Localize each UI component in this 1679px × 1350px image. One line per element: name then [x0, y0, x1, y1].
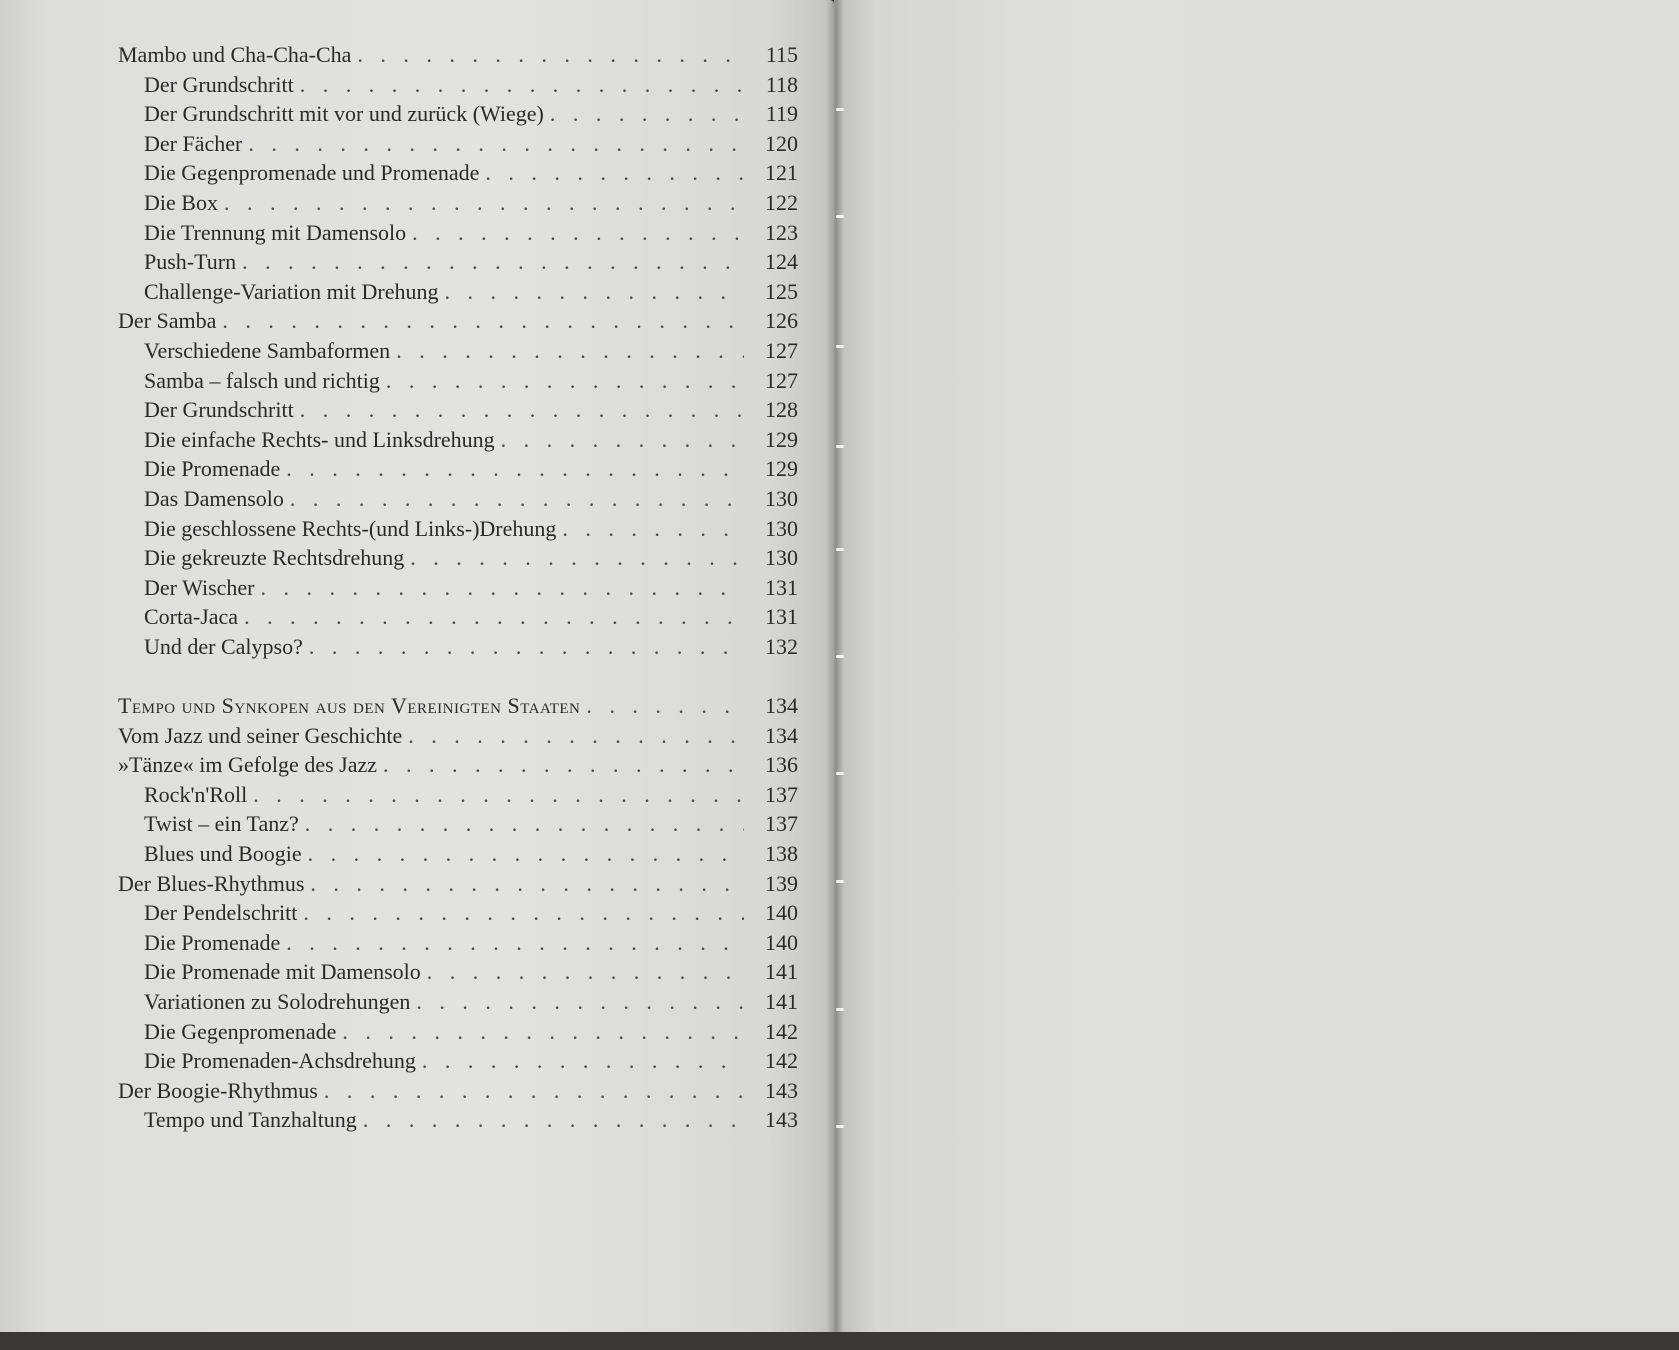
binding-stitch [836, 655, 844, 658]
toc-page-number: 130 [765, 515, 798, 541]
toc-entry-title: Die einfache Rechts- und Linksdrehung [144, 426, 495, 452]
toc-subentry [118, 602, 798, 632]
toc-subentry [118, 928, 798, 958]
binding-stitch [836, 1125, 844, 1128]
toc-subentry [118, 99, 798, 129]
toc-page-number: 122 [765, 189, 798, 215]
toc-entry-title: Der Samba [118, 308, 217, 334]
dot-leader [222, 306, 744, 336]
dot-leader [261, 573, 745, 603]
toc-subentry [118, 1046, 798, 1076]
dot-leader [342, 1017, 744, 1047]
toc-entry-title: Rock'n'Roll [144, 781, 248, 807]
toc-entry-title: Die Promenaden-Achsdrehung [144, 1048, 416, 1074]
toc-subentry [118, 247, 798, 277]
toc-entry [118, 306, 798, 336]
toc-subentry [118, 425, 798, 455]
dot-leader [408, 721, 744, 751]
toc-page-number: 141 [765, 989, 798, 1014]
toc-entry-title: Der Grundschritt [144, 71, 294, 97]
dot-leader [305, 809, 744, 839]
binding-stitch [836, 1008, 844, 1011]
toc-page-number: 118 [765, 71, 798, 97]
binding-stitch [836, 772, 844, 775]
toc-entry-title: Tempo und Tanzhaltung [144, 1107, 357, 1133]
toc-page-number: 142 [765, 1018, 798, 1044]
toc-subentry [118, 336, 798, 366]
toc-subentry [118, 809, 798, 839]
book-gutter [826, 0, 844, 1350]
toc-entry-title: Corta-Jaca [144, 604, 239, 630]
toc-entry-title: Challenge-Variation mit Drehung [144, 278, 439, 304]
toc-page-number: 121 [765, 160, 798, 186]
dot-leader [290, 484, 744, 514]
toc-page-number: 142 [765, 1048, 798, 1074]
dot-leader [253, 780, 744, 810]
toc-page-number: 115 [765, 42, 798, 67]
toc-page-number: 130 [765, 545, 798, 571]
toc-subentry [118, 543, 798, 573]
binding-stitch [836, 880, 844, 883]
toc-page-number: 127 [765, 367, 798, 393]
dot-leader [286, 928, 744, 958]
toc-entry [118, 40, 798, 70]
dot-leader [396, 336, 744, 366]
toc-page-number: 131 [765, 604, 798, 630]
toc-entry-title: Und der Calypso? [144, 633, 303, 659]
toc-entry-title: Der Grundschritt mit vor und zurück (Wiege) [144, 101, 544, 127]
dot-leader [427, 957, 744, 987]
toc-page-number: 123 [765, 219, 798, 245]
toc-subentry [118, 277, 798, 307]
toc-page-number: 125 [765, 278, 798, 304]
toc-entry-title: Twist – ein Tanz? [144, 811, 299, 837]
toc-section-heading [118, 691, 798, 721]
binding-stitch [836, 548, 844, 551]
toc-subentry [118, 957, 798, 987]
dot-leader [412, 218, 744, 248]
toc-page-number: 129 [765, 456, 798, 482]
dot-leader [303, 898, 744, 928]
toc-page-number: 119 [765, 101, 798, 127]
toc-entry-title: Die geschlossene Rechts-(und Links-)Drehung [144, 515, 557, 541]
left-toc-list [118, 40, 798, 1135]
dot-leader [300, 70, 744, 100]
toc-subentry [118, 1017, 798, 1047]
dot-leader [242, 247, 744, 277]
toc-page-number: 138 [765, 841, 798, 867]
toc-entry-title: Verschiedene Sambaformen [144, 337, 391, 363]
dot-leader [248, 129, 744, 159]
dot-leader [244, 602, 744, 632]
toc-page-number: 137 [765, 811, 798, 837]
toc-page-number: 137 [765, 781, 798, 807]
binding-stitch [836, 445, 844, 448]
toc-page-number: 120 [765, 130, 798, 156]
section-gap [118, 661, 798, 691]
toc-page-number: 127 [765, 337, 798, 363]
dot-leader [410, 543, 744, 573]
toc-entry-title: Mambo und Cha-Cha-Cha [118, 42, 352, 67]
toc-subentry [118, 129, 798, 159]
right-page [834, 0, 1679, 1350]
table-surface [0, 1332, 1679, 1350]
toc-page-number: 129 [765, 426, 798, 452]
dot-leader [586, 691, 744, 721]
toc-entry-title: Tempo und Synkopen aus den Vereinigten Staaten [118, 693, 581, 719]
dot-leader [562, 514, 744, 544]
toc-subentry [118, 454, 798, 484]
toc-subentry [118, 366, 798, 396]
toc-subentry [118, 188, 798, 218]
toc-subentry [118, 514, 798, 544]
toc-entry-title: Der Boogie-Rhythmus [118, 1077, 318, 1103]
dot-leader [422, 1046, 744, 1076]
dot-leader [383, 750, 744, 780]
toc-subentry [118, 218, 798, 248]
toc-page-number: 126 [765, 308, 798, 334]
toc-entry-title: Variationen zu Solodrehungen [144, 989, 411, 1014]
toc-entry-title: Die gekreuzte Rechtsdrehung [144, 545, 405, 571]
toc-entry-title: Die Gegenpromenade und Promenade [144, 160, 480, 186]
toc-page-number: 143 [765, 1107, 798, 1133]
toc-subentry [118, 839, 798, 869]
dot-leader [416, 987, 744, 1017]
toc-entry-title: Der Pendelschritt [144, 900, 298, 926]
toc-page-number: 136 [765, 752, 798, 778]
toc-subentry [118, 395, 798, 425]
toc-entry-title: Der Blues-Rhythmus [118, 870, 305, 896]
toc-page-number: 143 [765, 1077, 798, 1103]
dot-leader [386, 366, 744, 396]
dot-leader [501, 425, 744, 455]
dot-leader [444, 277, 744, 307]
toc-page-number: 134 [765, 693, 798, 719]
toc-entry-title: Die Promenade mit Damensolo [144, 959, 421, 985]
dot-leader [324, 1076, 744, 1106]
toc-page-number: 132 [765, 633, 798, 659]
binding-stitch [836, 215, 844, 218]
dot-leader [550, 99, 744, 129]
toc-entry-title: Blues und Boogie [144, 841, 302, 867]
dot-leader [300, 395, 744, 425]
left-page [0, 0, 834, 1350]
dot-leader [310, 869, 744, 899]
toc-subentry [118, 70, 798, 100]
dot-leader [224, 188, 744, 218]
toc-entry-title: Der Wischer [144, 574, 255, 600]
binding-stitch [836, 345, 844, 348]
binding-stitch [836, 108, 844, 111]
dot-leader [286, 454, 744, 484]
dot-leader [308, 839, 744, 869]
toc-entry-title: Der Fächer [144, 130, 243, 156]
toc-page-number: 130 [765, 485, 798, 511]
toc-subentry [118, 158, 798, 188]
toc-entry-title: »Tänze« im Gefolge des Jazz [118, 752, 377, 778]
toc-entry [118, 869, 798, 899]
toc-entry-title: Push-Turn [144, 249, 237, 275]
toc-entry [118, 750, 798, 780]
toc-subentry [118, 573, 798, 603]
dot-leader [357, 40, 744, 70]
toc-entry [118, 1076, 798, 1106]
toc-entry-title: Samba – falsch und richtig [144, 367, 380, 393]
toc-page-number: 131 [765, 574, 798, 600]
toc-subentry [118, 780, 798, 810]
dot-leader [485, 158, 744, 188]
toc-subentry [118, 987, 798, 1017]
toc-page-number: 128 [765, 397, 798, 423]
toc-entry-title: Vom Jazz und seiner Geschichte [118, 722, 403, 748]
toc-entry-title: Die Promenade [144, 456, 281, 482]
toc-page-number: 140 [765, 929, 798, 955]
toc-subentry [118, 632, 798, 662]
toc-subentry [118, 898, 798, 928]
toc-page-number: 139 [765, 870, 798, 896]
toc-subentry [118, 1105, 798, 1135]
toc-entry-title: Die Trennung mit Damensolo [144, 219, 407, 245]
toc-entry-title: Das Damensolo [144, 485, 284, 511]
toc-entry [118, 721, 798, 751]
toc-entry-title: Die Gegenpromenade [144, 1018, 337, 1044]
toc-page-number: 140 [765, 900, 798, 926]
dot-leader [363, 1105, 744, 1135]
toc-page-number: 141 [765, 959, 798, 985]
toc-entry-title: Der Grundschritt [144, 397, 294, 423]
toc-subentry [118, 484, 798, 514]
toc-entry-title: Die Box [144, 189, 218, 215]
toc-entry-title: Die Promenade [144, 929, 281, 955]
dot-leader [309, 632, 744, 662]
toc-page-number: 134 [765, 722, 798, 748]
toc-page-number: 124 [765, 249, 798, 275]
